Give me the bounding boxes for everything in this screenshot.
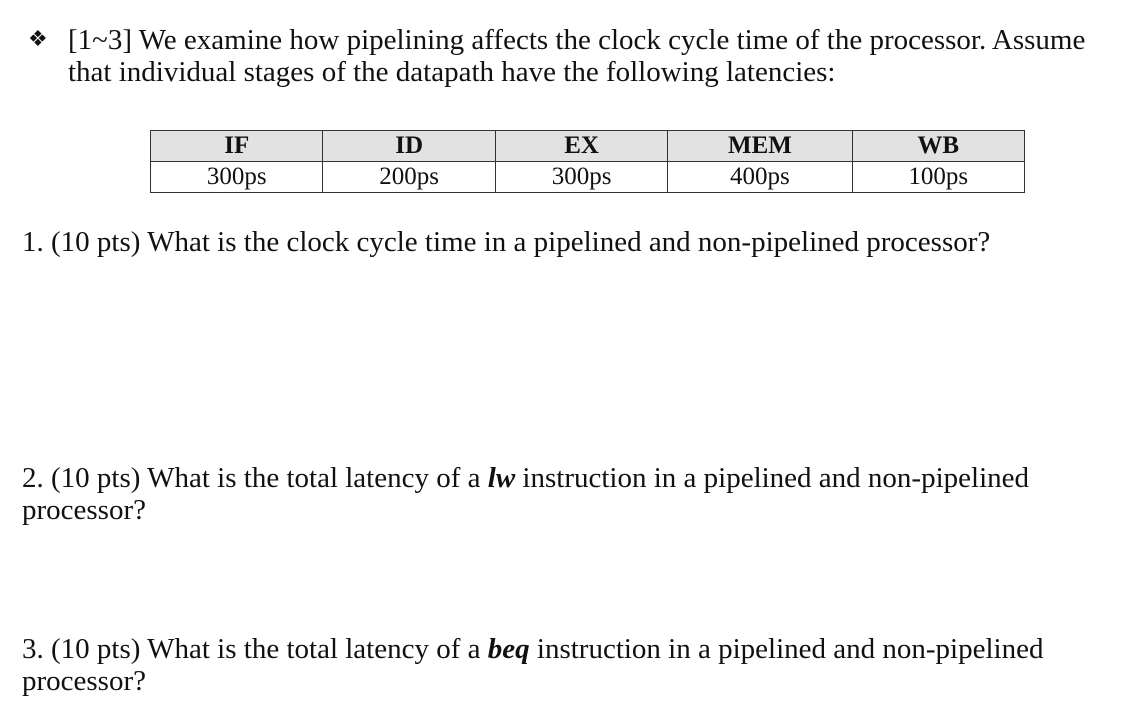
table-row <box>151 162 1025 193</box>
question-3-line-2: processor? <box>22 665 147 697</box>
question-2 <box>22 462 1029 494</box>
value-cell: 300ps <box>151 162 323 193</box>
question-2-prefix: 2. (10 pts) What is the total latency of a <box>22 462 488 494</box>
question-2-line-2: processor? <box>22 494 147 526</box>
header-cell: IF <box>151 131 323 162</box>
header-cell: ID <box>323 131 495 162</box>
table-header-row <box>151 131 1025 162</box>
intro-line-2: that individual stages of the datapath have the following latencies: <box>68 56 836 88</box>
value-cell: 400ps <box>668 162 852 193</box>
question-3-prefix: 3. (10 pts) What is the total latency of a <box>22 633 488 665</box>
header-cell: MEM <box>668 131 852 162</box>
header-cell: EX <box>495 131 667 162</box>
question-3-instruction: beq <box>487 633 530 665</box>
question-2-suffix: instruction in a pipelined and non-pipelined <box>515 462 1030 494</box>
question-3-suffix: instruction in a pipelined and non-pipelined <box>529 633 1044 665</box>
header-cell: WB <box>852 131 1024 162</box>
value-cell: 100ps <box>852 162 1024 193</box>
value-cell: 200ps <box>323 162 495 193</box>
question-2-instruction: lw <box>487 462 516 494</box>
question-3 <box>22 633 1043 665</box>
value-cell: 300ps <box>495 162 667 193</box>
intro-line-1: [1~3] We examine how pipelining affects the clock cycle time of the processor. Assume <box>68 24 1086 56</box>
question-1: 1. (10 pts) What is the clock cycle time in a pipelined and non-pipelined processor? <box>22 226 991 258</box>
latency-table <box>150 130 1025 193</box>
diamond-bullet-icon: ❖ <box>28 26 48 51</box>
